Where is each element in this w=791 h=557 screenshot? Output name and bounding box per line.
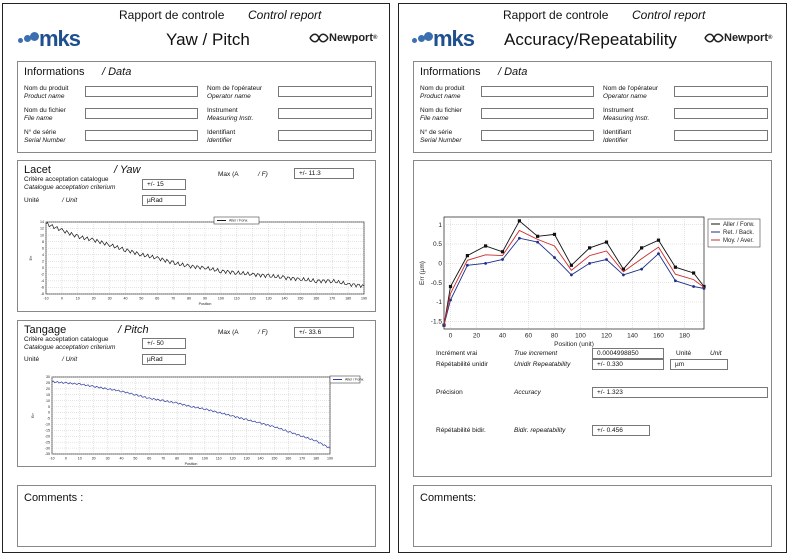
info-title: Informations <box>420 66 481 78</box>
x-tick-label: 10 <box>77 456 82 461</box>
registered-mark: ® <box>373 35 378 41</box>
file-name-field[interactable] <box>85 108 198 119</box>
yaw-max-sep: / F) <box>258 171 268 178</box>
x-tick-label: 70 <box>161 456 166 461</box>
identifier-field[interactable] <box>674 130 768 141</box>
y-tick-label: 6 <box>42 246 44 251</box>
product-name-field[interactable] <box>481 86 594 97</box>
comments-section[interactable] <box>17 485 376 547</box>
y-tick-label: -1 <box>436 299 442 307</box>
pitch-unit-label-en: / Unit <box>62 356 78 363</box>
info-title-en: / Data <box>498 66 528 78</box>
x-tick-label: 120 <box>601 332 612 340</box>
operator-name-field[interactable] <box>278 86 372 97</box>
accuracy-report-page <box>398 3 787 553</box>
y-tick-label: 2 <box>42 259 44 264</box>
x-tick-label: 60 <box>524 332 533 340</box>
comments-section[interactable] <box>413 485 772 547</box>
yaw-unit-label-en: / Unit <box>62 197 78 204</box>
operator-name-field[interactable] <box>674 86 768 97</box>
x-axis-label: Position <box>198 302 212 307</box>
report-title-fr: Rapport de controle <box>503 8 609 22</box>
y-tick-label: 15 <box>46 392 50 397</box>
data-point <box>640 246 643 249</box>
product-name-label: Nom du produit Product name <box>420 85 465 100</box>
y-tick-label: -25 <box>44 440 50 445</box>
y-tick-label: -15 <box>44 428 50 433</box>
yaw-pitch-report-page <box>2 3 390 553</box>
mks-logo-text: mks <box>433 26 475 51</box>
serial-number-label: N° de série Serial Number <box>420 129 462 144</box>
x-tick-label: 20 <box>472 332 481 340</box>
newport-logo-text: Newport <box>329 32 373 44</box>
x-tick-label: 190 <box>327 456 333 461</box>
data-point <box>536 235 539 238</box>
data-point <box>501 250 504 253</box>
newport-swirl-icon <box>704 33 724 43</box>
x-tick-label: 130 <box>243 456 250 461</box>
yaw-unit-value: µRad <box>142 195 186 206</box>
unidir-repeatability-label-en: Unidir Repeatability <box>514 361 571 368</box>
data-point <box>466 254 469 257</box>
unit-label: Unité <box>676 350 692 357</box>
info-title-en: / Data <box>102 66 132 78</box>
y-tick-label: 10 <box>46 398 50 403</box>
accuracy-chart <box>416 211 770 351</box>
pitch-unit-label: Unité <box>24 356 40 363</box>
x-tick-label: 20 <box>91 456 96 461</box>
comments-label: Comments : <box>24 492 84 504</box>
data-point <box>657 252 660 255</box>
yaw-criterion-value: +/- 15 <box>142 179 186 190</box>
pitch-chart <box>24 373 370 465</box>
registered-mark: ® <box>768 35 773 41</box>
pitch-criterion-label: Critère acceptation catalogue Catalogue acceptation criterium <box>24 336 116 351</box>
data-point <box>605 258 608 261</box>
x-tick-label: 190 <box>361 296 367 301</box>
true-increment-label-en: True increment <box>514 350 558 357</box>
data-point <box>501 258 504 261</box>
x-axis-label: Position <box>184 462 198 465</box>
x-tick-label: 40 <box>123 296 128 301</box>
x-tick-label: 110 <box>233 296 240 301</box>
data-point <box>657 239 660 242</box>
serial-number-field[interactable] <box>85 130 198 141</box>
x-tick-label: 60 <box>147 456 152 461</box>
report-title-fr: Rapport de controle <box>119 8 225 22</box>
data-point <box>622 274 625 277</box>
instrument-label: Instrument Measuring Instr. <box>207 107 254 122</box>
y-tick-label: 0 <box>438 260 442 268</box>
data-point <box>553 256 556 259</box>
x-tick-label: 50 <box>133 456 138 461</box>
x-tick-label: 10 <box>75 296 80 301</box>
legend-label: Moy. / Aver. <box>723 238 754 244</box>
x-tick-label: 160 <box>285 456 292 461</box>
x-tick-label: 180 <box>313 456 320 461</box>
pitch-max-sep: / F) <box>258 329 268 336</box>
y-axis-label: Err <box>31 413 35 418</box>
identifier-label: Identifiant Identifier <box>207 129 236 144</box>
data-point <box>692 271 695 274</box>
x-tick-label: 70 <box>171 296 176 301</box>
y-tick-label: -5 <box>46 416 50 421</box>
file-name-field[interactable] <box>481 108 594 119</box>
data-point <box>674 279 677 282</box>
report-title-en: Control report <box>248 8 322 22</box>
x-tick-label: 150 <box>271 456 278 461</box>
pitch-criterion-value: +/- 50 <box>142 338 186 349</box>
y-tick-label: -8 <box>40 292 44 297</box>
identifier-label: Identifiant Identifier <box>603 129 632 144</box>
file-name-label: Nom du fichier File name <box>420 107 462 122</box>
x-tick-label: 150 <box>297 296 304 301</box>
pitch-max-label: Max (A <box>218 329 239 336</box>
y-tick-label: 10 <box>40 233 44 238</box>
report-title-en: Control report <box>632 8 706 22</box>
y-tick-label: 4 <box>42 252 44 257</box>
product-name-label: Nom du produit Product name <box>24 85 69 100</box>
page-title: Accuracy/Repeatability <box>504 30 677 49</box>
unit-value: µm <box>670 359 728 370</box>
data-point <box>588 262 591 265</box>
y-tick-label: 0 <box>48 410 50 415</box>
x-tick-label: 30 <box>107 296 112 301</box>
operator-name-label: Nom de l'opérateur Operator name <box>603 85 659 100</box>
info-section <box>413 61 772 153</box>
y-tick-label: -6 <box>40 285 44 290</box>
y-tick-label: 30 <box>46 375 50 380</box>
accuracy-section <box>413 160 772 477</box>
y-tick-label: 14 <box>40 220 44 225</box>
x-tick-label: 0 <box>448 332 453 340</box>
x-tick-label: 80 <box>550 332 559 340</box>
yaw-section <box>17 160 376 312</box>
x-tick-label: -10 <box>43 296 49 301</box>
legend-label: Ret. / Back. <box>723 230 755 236</box>
data-point <box>518 237 521 240</box>
x-tick-label: 180 <box>345 296 352 301</box>
y-tick-label: -4 <box>40 279 44 284</box>
x-tick-label: 80 <box>187 296 192 301</box>
unidir-repeatability-label: Répétabilité unidir <box>436 361 489 368</box>
x-tick-label: 140 <box>281 296 288 301</box>
x-tick-label: 90 <box>203 296 207 301</box>
page-title: Yaw / Pitch <box>166 30 250 49</box>
y-tick-label: -30 <box>44 446 50 451</box>
y-tick-label: -2 <box>40 272 44 277</box>
x-axis-label: Position (unit) <box>554 341 594 348</box>
data-point <box>605 241 608 244</box>
data-point <box>553 233 556 236</box>
bidir-repeatability-label-en: Bidir. repeatability <box>514 427 566 434</box>
info-title: Informations <box>24 66 85 78</box>
y-tick-label: 20 <box>46 387 50 392</box>
legend-label: Aller / Forw. <box>723 222 755 228</box>
data-point <box>466 264 469 267</box>
yaw-max-label: Max (A <box>218 171 239 178</box>
mks-logo-dots-icon <box>17 32 39 46</box>
true-increment-value: 0.0004998850 <box>592 348 664 359</box>
x-tick-label: 90 <box>189 456 193 461</box>
unidir-repeatability-value: +/- 0.330 <box>592 359 664 370</box>
y-tick-label: -1.5 <box>430 318 442 326</box>
x-tick-label: 0 <box>64 456 67 461</box>
mks-logo <box>411 26 474 52</box>
y-tick-label: 12 <box>40 226 44 231</box>
y-tick-label: -10 <box>44 422 50 427</box>
pitch-max-value: +/- 33.6 <box>294 327 354 338</box>
y-tick-label: 0.5 <box>432 241 442 249</box>
accuracy-label-en: Accuracy <box>514 389 541 396</box>
x-tick-label: 140 <box>257 456 264 461</box>
operator-name-label: Nom de l'opérateur Operator name <box>207 85 263 100</box>
data-point <box>449 285 452 288</box>
pitch-section <box>17 320 376 467</box>
y-axis-label: Err (µm) <box>419 261 426 285</box>
y-tick-label: -0.5 <box>430 279 442 287</box>
x-tick-label: 40 <box>119 456 124 461</box>
yaw-title: Lacet <box>24 164 51 176</box>
x-tick-label: 100 <box>217 296 224 301</box>
legend-label: Aller / Forw. <box>345 377 364 382</box>
yaw-criterion-label: Critère acceptation catalogue Catalogue acceptation criterium <box>24 176 116 191</box>
x-tick-label: 30 <box>105 456 110 461</box>
instrument-field[interactable] <box>278 108 372 119</box>
accuracy-value: +/- 1.323 <box>592 387 768 398</box>
x-tick-label: 180 <box>679 332 690 340</box>
pitch-title-en: / Pitch <box>118 324 149 336</box>
x-tick-label: -10 <box>49 456 55 461</box>
x-tick-label: 170 <box>329 296 336 301</box>
file-name-label: Nom du fichier File name <box>24 107 66 122</box>
y-tick-label: -35 <box>44 452 50 457</box>
instrument-field[interactable] <box>674 108 768 119</box>
pitch-unit-value: µRad <box>142 354 186 365</box>
data-point <box>674 266 677 269</box>
x-tick-label: 130 <box>265 296 272 301</box>
x-tick-label: 170 <box>299 456 306 461</box>
newport-swirl-icon <box>309 33 329 43</box>
yaw-unit-label: Unité <box>24 197 40 204</box>
legend-label: Aller / Forw. <box>229 218 248 223</box>
data-point <box>518 219 521 222</box>
y-tick-label: 25 <box>46 381 50 386</box>
serial-number-field[interactable] <box>481 130 594 141</box>
product-name-field[interactable] <box>85 86 198 97</box>
x-tick-label: 50 <box>139 296 144 301</box>
yaw-max-value: +/- 11.3 <box>294 168 354 179</box>
x-tick-label: 120 <box>229 456 236 461</box>
serial-number-label: N° de série Serial Number <box>24 129 66 144</box>
bidir-repeatability-label: Répétabilité bidir. <box>436 427 486 434</box>
x-tick-label: 60 <box>155 296 160 301</box>
y-tick-label: -20 <box>44 434 50 439</box>
data-point <box>570 264 573 267</box>
y-tick-label: 5 <box>48 404 50 409</box>
y-tick-label: 0 <box>42 266 44 271</box>
newport-logo <box>704 32 772 44</box>
unit-label-en: Unit <box>710 350 722 357</box>
data-point <box>588 246 591 249</box>
data-point <box>692 285 695 288</box>
mks-logo-dots-icon <box>411 32 433 46</box>
x-tick-label: 120 <box>249 296 256 301</box>
data-point <box>484 244 487 247</box>
mks-logo-text: mks <box>39 26 81 51</box>
x-tick-label: 110 <box>215 456 222 461</box>
info-section <box>17 61 376 153</box>
y-axis-label: Err <box>29 255 33 261</box>
x-tick-label: 80 <box>175 456 180 461</box>
newport-logo-text: Newport <box>724 32 768 44</box>
true-increment-label: Incrément vrai <box>436 350 478 357</box>
data-point <box>703 287 706 290</box>
x-tick-label: 0 <box>60 296 63 301</box>
x-tick-label: 100 <box>575 332 586 340</box>
y-tick-label: 8 <box>42 239 44 244</box>
x-tick-label: 160 <box>313 296 320 301</box>
data-point <box>484 262 487 265</box>
mks-logo <box>17 26 80 52</box>
pitch-title: Tangage <box>24 324 67 336</box>
data-point <box>570 274 573 277</box>
yaw-title-en: / Yaw <box>114 164 141 176</box>
newport-logo <box>309 32 377 44</box>
identifier-field[interactable] <box>278 130 372 141</box>
instrument-label: Instrument Measuring Instr. <box>603 107 650 122</box>
x-tick-label: 160 <box>653 332 664 340</box>
data-point <box>536 241 539 244</box>
yaw-chart <box>24 216 370 308</box>
accuracy-label: Précision <box>436 389 463 396</box>
x-tick-label: 100 <box>201 456 208 461</box>
x-tick-label: 20 <box>91 296 96 301</box>
x-tick-label: 140 <box>627 332 638 340</box>
y-tick-label: 1 <box>438 221 442 229</box>
data-point <box>640 268 643 271</box>
x-tick-label: 40 <box>498 332 507 340</box>
bidir-repeatability-value: +/- 0.456 <box>592 425 650 436</box>
comments-label: Comments: <box>420 492 477 504</box>
